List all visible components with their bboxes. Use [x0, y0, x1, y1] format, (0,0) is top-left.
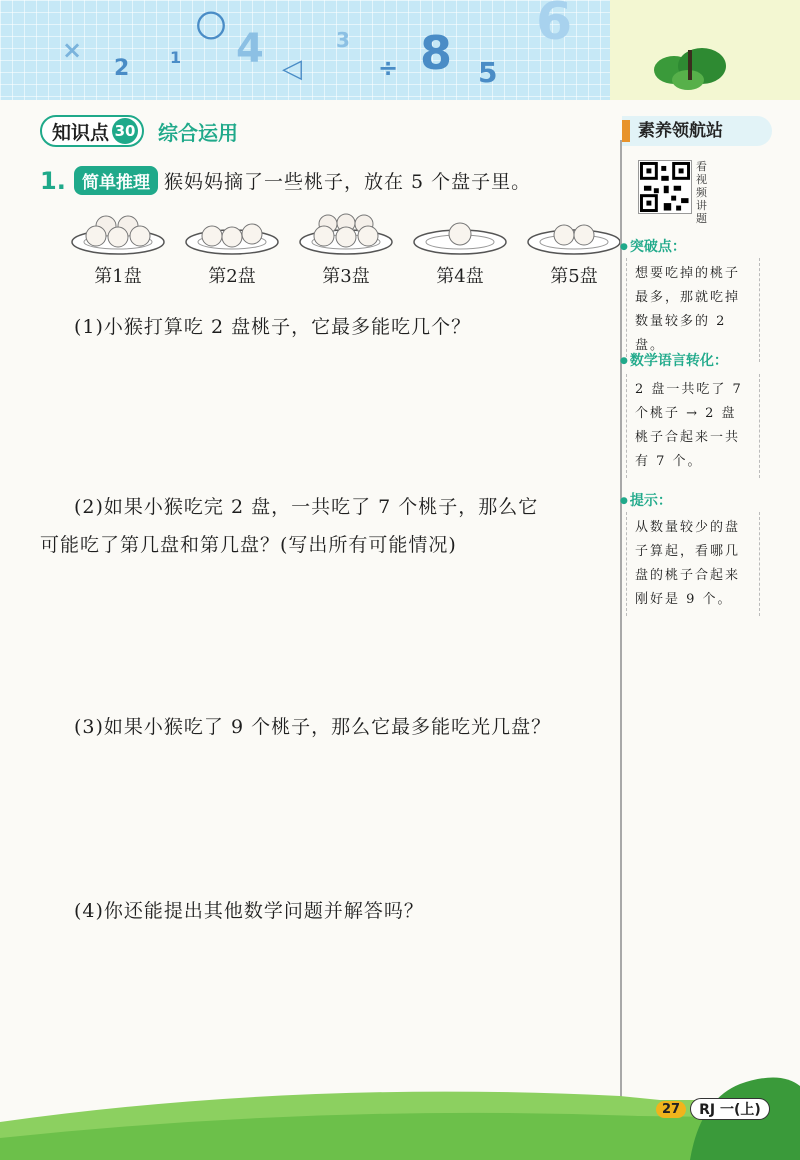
knowledge-point-label: 知识点	[52, 121, 110, 144]
plate-1-label: 第1盘	[94, 266, 142, 287]
plate-2	[184, 210, 280, 288]
knowledge-point-badge	[40, 115, 144, 147]
sub-question-4: (4)你还能提出其他数学问题并解答吗？	[74, 900, 424, 922]
plate-3	[298, 210, 394, 288]
sub-question-2	[40, 488, 614, 564]
sidebar-title-text: 素养领航站	[638, 121, 723, 141]
question-stem: 猴妈妈摘了一些桃子，放在 5 个盘子里。	[164, 171, 532, 193]
plate-1	[70, 210, 166, 288]
question-tag: 简单推理	[74, 166, 158, 195]
decor-triangle: ◁	[282, 54, 302, 84]
sidebar-guide	[620, 112, 780, 1122]
plate-5	[526, 210, 622, 288]
decor-digit-6: 6	[536, 0, 573, 52]
decor-circle: 〇	[196, 10, 226, 45]
section-title	[40, 116, 238, 146]
plate-4-illustration	[412, 210, 508, 256]
decor-digit-8: 8	[420, 26, 453, 80]
plate-5-label: 第5盘	[550, 266, 598, 287]
decor-digit-5: 5	[478, 56, 498, 89]
hint-title: ● 提示：	[620, 490, 672, 510]
sub-question-2-line-2: 可能吃了第几盘和第几盘？(写出所有可能情况)	[40, 534, 457, 556]
language-text: 2 盘一共吃了 7 个桃子 → 2 盘桃子合起来一共有 7 个。	[626, 374, 760, 478]
decor-digit-2: 2	[114, 56, 130, 81]
sub-question-2-line-1: (2)如果小猴吃完 2 盘，一共吃了 7 个桃子，那么它	[74, 496, 539, 518]
plate-3-illustration	[298, 210, 394, 256]
breakthrough-text: 想要吃掉的桃子最多，那就吃掉数量较多的 2 盘。	[626, 258, 760, 362]
question-number: 1.	[40, 166, 66, 195]
plate-4	[412, 210, 508, 288]
plate-1-illustration	[70, 210, 166, 256]
question-1-header	[40, 166, 531, 195]
decor-digit-3: 3	[336, 28, 350, 52]
knowledge-point-number: 30	[112, 118, 138, 144]
hint-text: 从数量较少的盘子算起，看哪几盘的桃子合起来刚好是 9 个。	[626, 512, 760, 616]
sidebar-title	[622, 116, 772, 146]
plate-5-illustration	[526, 210, 622, 256]
ruler-icon	[622, 120, 630, 142]
section-name: 综合运用	[158, 120, 239, 145]
plate-2-label: 第2盘	[208, 266, 256, 287]
decor-digit-1: 1	[170, 48, 182, 67]
decor-digit-4: 4	[236, 26, 264, 72]
qr-code[interactable]	[638, 160, 692, 214]
decor-divide: ÷	[378, 54, 399, 82]
peach-plates	[70, 210, 615, 300]
butterfly-leaf-illustration	[652, 30, 732, 92]
plate-3-label: 第3盘	[322, 266, 370, 287]
edition-label: RJ 一(上)	[690, 1098, 770, 1120]
breakthrough-title: ● 突破点：	[620, 236, 686, 256]
header-banner	[0, 0, 800, 100]
sub-question-1: (1)小猴打算吃 2 盘桃子，它最多能吃几个？	[74, 316, 472, 338]
page-number: 27	[656, 1101, 686, 1118]
page-footer-badge	[656, 1098, 770, 1120]
sidebar-rule	[620, 140, 622, 1140]
plate-2-illustration	[184, 210, 280, 256]
qr-caption: 看视频讲题	[696, 160, 707, 225]
sub-question-3: (3)如果小猴吃了 9 个桃子，那么它最多能吃光几盘？	[74, 716, 552, 738]
plate-4-label: 第4盘	[436, 266, 484, 287]
decor-times: ×	[62, 36, 83, 64]
language-title: ● 数学语言转化：	[620, 350, 728, 370]
